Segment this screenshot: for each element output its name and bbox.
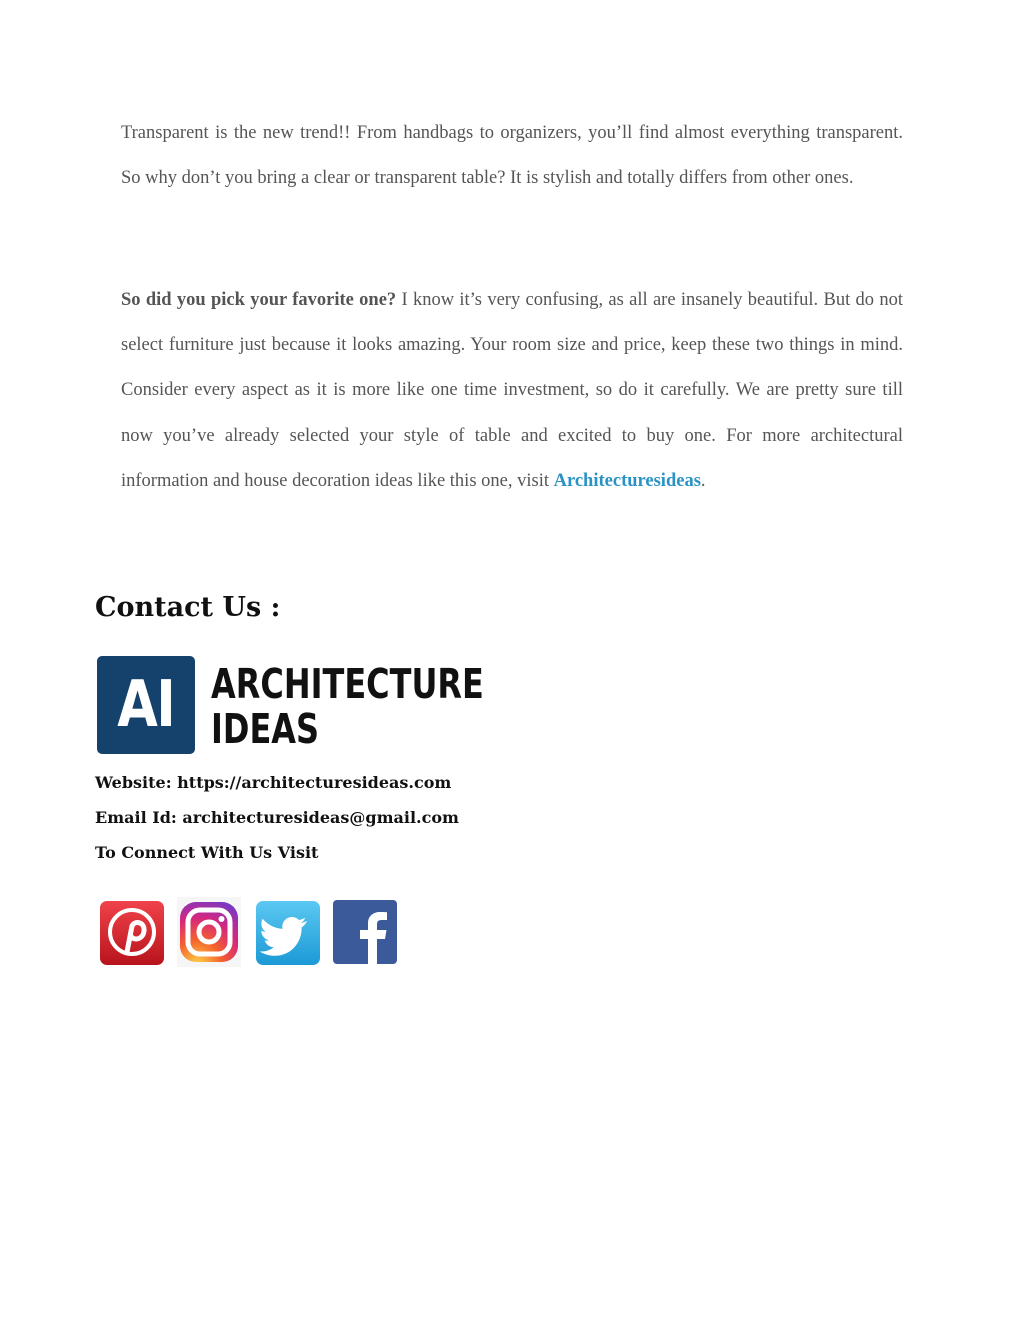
intro-paragraph: Transparent is the new trend!! From handbags to organizers, you’ll find almost everything transparent. So why don’t you bring a clear or transparent table? It is stylish and totally differs from other ones. (121, 123, 903, 189)
architecturesideas-link[interactable]: Architecturesideas (553, 470, 701, 491)
contact-heading: Contact Us : (95, 592, 281, 623)
instagram-icon[interactable] (177, 897, 241, 967)
twitter-icon[interactable] (255, 900, 321, 966)
conclusion-body: I know it’s very confusing, as all are insanely beautiful. But do not select furniture just because it looks amazing. Your room size and price, keep these two things in mind. Consider every aspect as it is more like one time investment, so do it carefully. We are pretty sure till now you’ve already selected your style of table and excited to buy one. For more architectural information and house decoration ideas like this one, visit (121, 290, 903, 491)
pinterest-icon[interactable] (99, 900, 165, 966)
logo-text-line2: IDEAS (211, 705, 320, 753)
connect-line: To Connect With Us Visit (95, 843, 319, 862)
conclusion-lead: So did you pick your favorite one? (121, 290, 397, 310)
conclusion-period: . (700, 470, 706, 491)
logo-text-line1: ARCHITECTURE (211, 660, 484, 708)
logo-mark (97, 656, 195, 754)
logo-mark-text: AI (117, 668, 175, 742)
conclusion-paragraph (121, 278, 903, 504)
email-line: Email Id: architecturesideas@gmail.com (95, 808, 459, 827)
facebook-icon[interactable] (333, 900, 397, 964)
website-line: Website: https://architecturesideas.com (95, 773, 452, 792)
